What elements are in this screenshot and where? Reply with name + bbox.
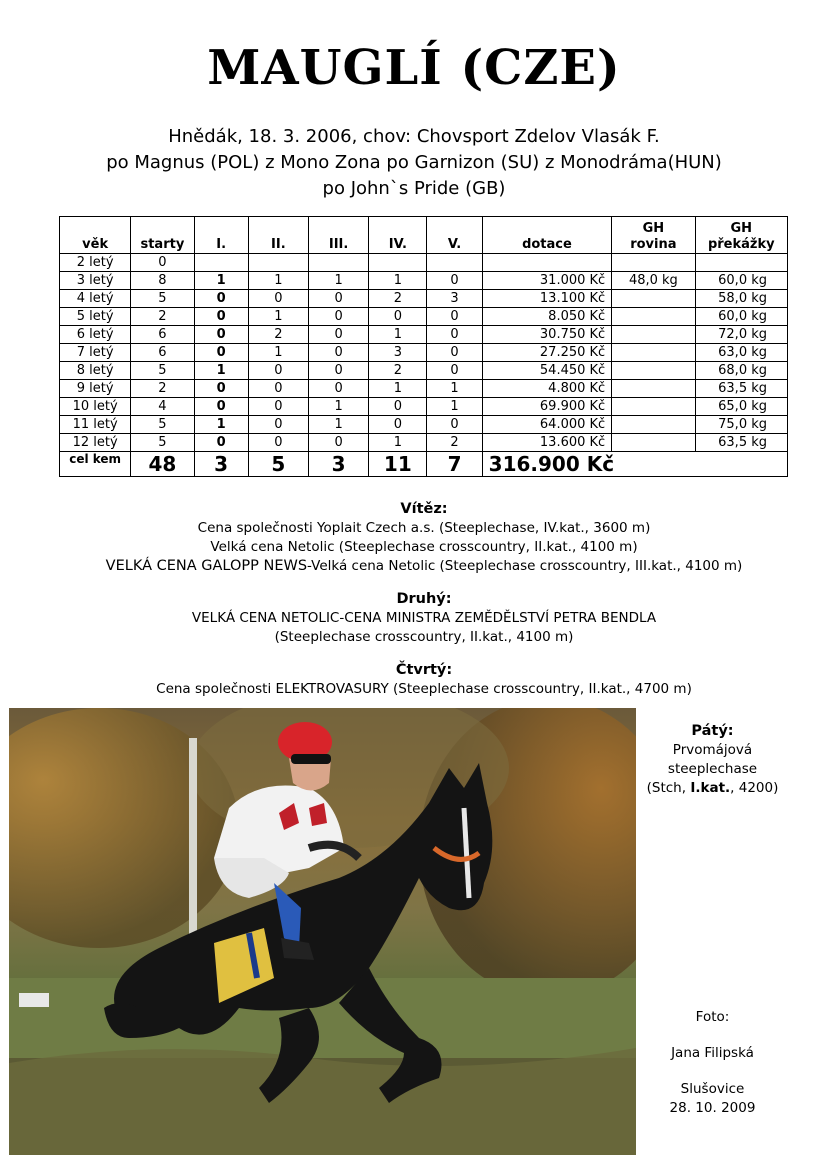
cell-p5: 0: [427, 326, 482, 344]
total-label: cel kem: [60, 452, 131, 477]
cell-starty: 5: [131, 434, 194, 452]
fourth-race-1: Cena společnosti ELEKTROVASURY (Steeplechase crosscountry, II.kat., 4700 m): [156, 681, 692, 697]
cell-prekazky: 60,0 kg: [695, 308, 787, 326]
cell-rovina: [612, 362, 695, 380]
info-line-3: po John`s Pride (GB): [322, 178, 506, 199]
cell-prekazky: 63,5 kg: [695, 434, 787, 452]
cell-p1: 0: [194, 344, 248, 362]
cell-p4: 3: [369, 344, 427, 362]
cell-prekazky: 75,0 kg: [695, 416, 787, 434]
cell-dotace: 13.100 Kč: [482, 290, 612, 308]
cell-p5: [427, 254, 482, 272]
cell-p5: 0: [427, 416, 482, 434]
cell-vek: 9 letý: [60, 380, 131, 398]
cell-p3: 0: [308, 326, 368, 344]
table-row: [60, 362, 788, 380]
table-row: [60, 380, 788, 398]
cell-p4: 2: [369, 362, 427, 380]
cell-p4: [369, 254, 427, 272]
cell-prekazky: 58,0 kg: [695, 290, 787, 308]
cell-vek: 11 letý: [60, 416, 131, 434]
cell-dotace: 69.900 Kč: [482, 398, 612, 416]
header-starty: starty: [131, 217, 194, 254]
cell-p5: 1: [427, 380, 482, 398]
photo-date: 28. 10. 2009: [669, 1100, 756, 1116]
table-row: [60, 344, 788, 362]
cell-p2: 1: [248, 308, 308, 326]
table-row: [60, 290, 788, 308]
cell-dotace: 13.600 Kč: [482, 434, 612, 452]
cell-p1: 1: [194, 272, 248, 290]
cell-dotace: 64.000 Kč: [482, 416, 612, 434]
photo-credit: [640, 1008, 785, 1118]
cell-starty: 6: [131, 326, 194, 344]
table-row: [60, 416, 788, 434]
career-stats-table: [59, 216, 788, 477]
cell-p4: 1: [369, 326, 427, 344]
cell-prekazky: 65,0 kg: [695, 398, 787, 416]
fifth-race-2: steeplechase: [667, 761, 758, 777]
cell-p2: 0: [248, 290, 308, 308]
cell-p3: 0: [308, 380, 368, 398]
cell-p5: 1: [427, 398, 482, 416]
photo-author: Jana Filipská: [671, 1045, 754, 1061]
cell-vek: 2 letý: [60, 254, 131, 272]
cell-starty: 5: [131, 290, 194, 308]
cell-prekazky: [695, 254, 787, 272]
total-dotace: 316.900 Kč: [482, 452, 787, 477]
cell-p1: 0: [194, 434, 248, 452]
total-p3: 3: [308, 452, 368, 477]
header-p2: II.: [248, 217, 308, 254]
cell-rovina: [612, 398, 695, 416]
cell-starty: 2: [131, 308, 194, 326]
second-race-1: VELKÁ CENA NETOLIC-CENA MINISTRA ZEMĚDĚLSTVÍ PETRA BENDLA: [191, 610, 657, 626]
cell-p3: 1: [308, 272, 368, 290]
cell-vek: 10 letý: [60, 398, 131, 416]
cell-p5: 2: [427, 434, 482, 452]
cell-p4: 1: [369, 434, 427, 452]
info-line-2: po Magnus (POL) z Mono Zona po Garnizon (SU) z Monodráma(HUN): [106, 152, 722, 173]
race-results: [0, 500, 828, 699]
total-p2: 5: [248, 452, 308, 477]
cell-starty: 5: [131, 362, 194, 380]
cell-vek: 7 letý: [60, 344, 131, 362]
winner-race-3: VELKÁ CENA GALOPP NEWS-Velká cena Netolic (Steeplechase crosscountry, III.kat., 4100 m): [105, 558, 743, 574]
cell-rovina: [612, 380, 695, 398]
cell-p4: 0: [369, 416, 427, 434]
cell-p1: 1: [194, 416, 248, 434]
cell-p1: [194, 254, 248, 272]
cell-starty: 6: [131, 344, 194, 362]
cell-p3: 0: [308, 434, 368, 452]
cell-rovina: [612, 290, 695, 308]
horse-info: [0, 124, 828, 202]
cell-prekazky: 68,0 kg: [695, 362, 787, 380]
total-p4: 11: [369, 452, 427, 477]
photo-place: Slušovice: [680, 1081, 745, 1097]
fifth-place-block: [640, 722, 785, 798]
cell-p2: 2: [248, 326, 308, 344]
second-heading: Druhý:: [396, 591, 452, 607]
table-row: [60, 272, 788, 290]
cell-dotace: 31.000 Kč: [482, 272, 612, 290]
table-row: [60, 254, 788, 272]
cell-p4: 0: [369, 308, 427, 326]
second-race-2: (Steeplechase crosscountry, II.kat., 4100 m): [274, 629, 574, 645]
cell-p5: 0: [427, 308, 482, 326]
fifth-heading: Pátý:: [691, 723, 734, 739]
cell-p2: 0: [248, 434, 308, 452]
cell-rovina: [612, 344, 695, 362]
cell-starty: 2: [131, 380, 194, 398]
header-dotace: dotace: [482, 217, 612, 254]
cell-p5: 0: [427, 362, 482, 380]
cell-p1: 0: [194, 398, 248, 416]
info-line-1: Hnědák, 18. 3. 2006, chov: Chovsport Zdelov Vlasák F.: [168, 126, 660, 147]
total-p1: 3: [194, 452, 248, 477]
cell-starty: 5: [131, 416, 194, 434]
table-row: [60, 434, 788, 452]
cell-p5: 0: [427, 272, 482, 290]
cell-vek: 12 letý: [60, 434, 131, 452]
table-row: [60, 326, 788, 344]
cell-rovina: [612, 254, 695, 272]
cell-p1: 1: [194, 362, 248, 380]
cell-p1: 0: [194, 290, 248, 308]
header-gh-rovina: GH rovina: [612, 217, 695, 254]
cell-p4: 1: [369, 272, 427, 290]
cell-prekazky: 60,0 kg: [695, 272, 787, 290]
total-p5: 7: [427, 452, 482, 477]
cell-p2: 0: [248, 416, 308, 434]
cell-p4: 0: [369, 398, 427, 416]
fourth-heading: Čtvrtý:: [395, 662, 453, 678]
cell-dotace: 27.250 Kč: [482, 344, 612, 362]
cell-p4: 1: [369, 380, 427, 398]
cell-dotace: 54.450 Kč: [482, 362, 612, 380]
header-vek: věk: [60, 217, 131, 254]
total-row: [60, 452, 788, 477]
table-row: [60, 398, 788, 416]
cell-rovina: [612, 434, 695, 452]
cell-p2: 0: [248, 398, 308, 416]
cell-vek: 3 letý: [60, 272, 131, 290]
cell-prekazky: 72,0 kg: [695, 326, 787, 344]
cell-dotace: 4.800 Kč: [482, 380, 612, 398]
cell-prekazky: 63,5 kg: [695, 380, 787, 398]
header-p5: V.: [427, 217, 482, 254]
cell-rovina: 48,0 kg: [612, 272, 695, 290]
cell-p2: 0: [248, 380, 308, 398]
cell-p5: 3: [427, 290, 482, 308]
cell-p3: [308, 254, 368, 272]
cell-starty: 0: [131, 254, 194, 272]
header-p4: IV.: [369, 217, 427, 254]
cell-starty: 4: [131, 398, 194, 416]
steeplechase-horse-illustration: [9, 708, 636, 1155]
photo-label: Foto:: [695, 1009, 730, 1025]
cell-p2: 1: [248, 272, 308, 290]
horse-race-photo: [9, 708, 636, 1155]
cell-p2: [248, 254, 308, 272]
cell-p1: 0: [194, 308, 248, 326]
header-p1: I.: [194, 217, 248, 254]
winner-heading: Vítěz:: [400, 501, 448, 517]
cell-vek: 5 letý: [60, 308, 131, 326]
cell-dotace: 30.750 Kč: [482, 326, 612, 344]
cell-p3: 1: [308, 398, 368, 416]
winner-race-2: Velká cena Netolic (Steeplechase crosscountry, II.kat., 4100 m): [210, 539, 638, 555]
total-starty: 48: [131, 452, 194, 477]
cell-p3: 1: [308, 416, 368, 434]
cell-dotace: [482, 254, 612, 272]
cell-rovina: [612, 308, 695, 326]
winner-race-1: Cena společnosti Yoplait Czech a.s. (Steeplechase, IV.kat., 3600 m): [197, 520, 651, 536]
cell-vek: 6 letý: [60, 326, 131, 344]
cell-p3: 0: [308, 362, 368, 380]
cell-p5: 0: [427, 344, 482, 362]
cell-rovina: [612, 326, 695, 344]
cell-p3: 0: [308, 308, 368, 326]
fifth-race-3: (Stch, I.kat., 4200): [646, 780, 779, 796]
cell-p1: 0: [194, 380, 248, 398]
cell-prekazky: 63,0 kg: [695, 344, 787, 362]
cell-p4: 2: [369, 290, 427, 308]
table-header-row: [60, 217, 788, 254]
cell-rovina: [612, 416, 695, 434]
cell-p2: 1: [248, 344, 308, 362]
fifth-race-1: Prvomájová: [672, 742, 753, 758]
cell-p2: 0: [248, 362, 308, 380]
cell-p1: 0: [194, 326, 248, 344]
cell-starty: 8: [131, 272, 194, 290]
page-title: MAUGLÍ (CZE): [207, 40, 621, 96]
cell-p3: 0: [308, 344, 368, 362]
cell-dotace: 8.050 Kč: [482, 308, 612, 326]
header-gh-prekazky: GH překážky: [695, 217, 787, 254]
cell-p3: 0: [308, 290, 368, 308]
cell-vek: 4 letý: [60, 290, 131, 308]
cell-vek: 8 letý: [60, 362, 131, 380]
header-p3: III.: [308, 217, 368, 254]
table-row: [60, 308, 788, 326]
